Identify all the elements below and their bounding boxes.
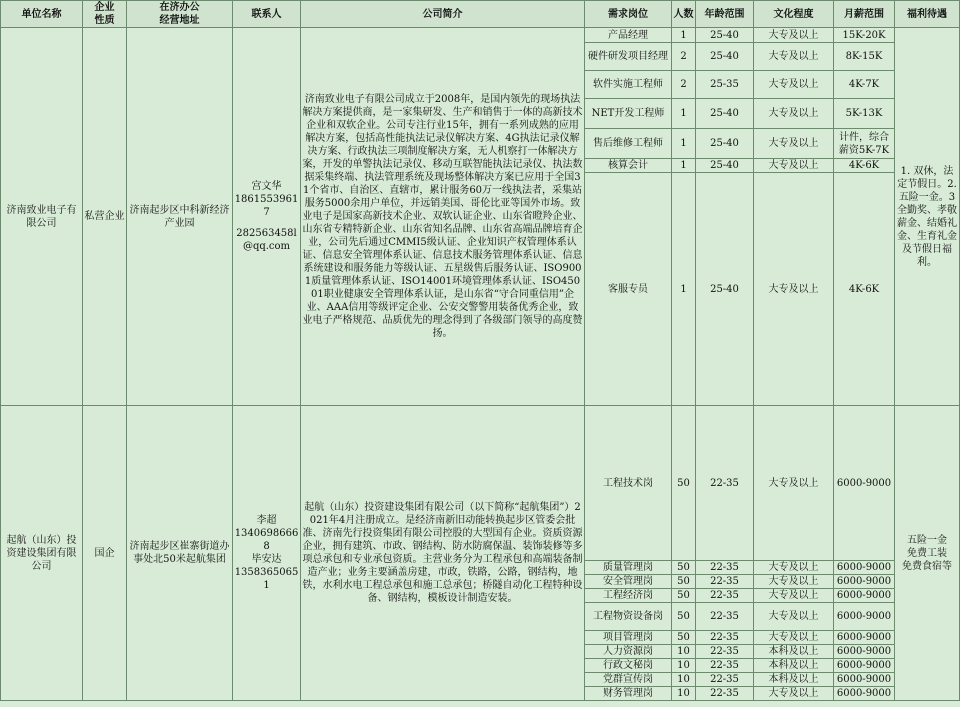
job-education: 本科及以上 bbox=[754, 673, 834, 687]
job-salary: 6000-9000 bbox=[834, 575, 895, 589]
job-count: 50 bbox=[672, 561, 696, 575]
job-age: 25-35 bbox=[696, 71, 754, 99]
job-education: 本科及以上 bbox=[754, 659, 834, 673]
job-education: 大专及以上 bbox=[754, 589, 834, 603]
job-age: 22-35 bbox=[696, 631, 754, 645]
job-salary: 计件，综合薪资5K-7K bbox=[834, 129, 895, 159]
contact-name: 李超 bbox=[256, 515, 277, 526]
job-count: 50 bbox=[672, 406, 696, 561]
job-age: 22-35 bbox=[696, 673, 754, 687]
job-title: 项目管理岗 bbox=[585, 631, 672, 645]
contact-phone: 13406986668 bbox=[234, 528, 299, 552]
contact-phone: 18615539617 bbox=[234, 194, 299, 218]
table-row bbox=[1, 28, 960, 43]
job-title: 安全管理岗 bbox=[585, 575, 672, 589]
job-education: 大专及以上 bbox=[754, 406, 834, 561]
company-intro: 起航（山东）投资建设集团有限公司（以下简称“起航集团”）2021年4月注册成立。是经济南新旧动能转换起步区管委会批准、济南先行投资集团有限公司控股的大型国有企业。资质资源企业，拥有建筑、市政、钢结构、防水防腐保温、装饰装修等多项总承包和专业承包资质。主营业务分为工程承包和高端装备制造产业；业务主要涵盖房建，市政，铁路，公路，钢结构，地铁，水利水电工程总承包和施工总承包；桥隧自动化工程特种设备、钢结构，模板设计制造安装。 bbox=[301, 406, 585, 701]
job-salary: 6000-9000 bbox=[834, 603, 895, 631]
job-salary: 6000-9000 bbox=[834, 589, 895, 603]
company-nature: 国企 bbox=[83, 406, 127, 701]
job-count: 1 bbox=[672, 159, 696, 173]
job-title: 财务管理岗 bbox=[585, 687, 672, 701]
col-header-address: 在济办公 经营地址 bbox=[127, 1, 233, 28]
job-age: 25-40 bbox=[696, 28, 754, 43]
job-education: 大专及以上 bbox=[754, 687, 834, 701]
job-education: 大专及以上 bbox=[754, 173, 834, 406]
contact-phone-2: 13583650651 bbox=[234, 567, 299, 591]
job-count: 10 bbox=[672, 687, 696, 701]
job-count: 2 bbox=[672, 71, 696, 99]
job-salary: 6000-9000 bbox=[834, 631, 895, 645]
job-salary: 6000-9000 bbox=[834, 659, 895, 673]
col-header-position: 需求岗位 bbox=[585, 1, 672, 28]
job-education: 大专及以上 bbox=[754, 561, 834, 575]
job-age: 25-40 bbox=[696, 99, 754, 129]
table-row bbox=[1, 406, 960, 561]
company-welfare: 五险一金 免费工装 免费食宿等 bbox=[895, 406, 960, 701]
job-title: 售后维修工程师 bbox=[585, 129, 672, 159]
company-address: 济南起步区中科新经济产业园 bbox=[127, 28, 233, 406]
job-salary: 4K-7K bbox=[834, 71, 895, 99]
job-age: 22-35 bbox=[696, 645, 754, 659]
company-nature: 私营企业 bbox=[83, 28, 127, 406]
job-age: 25-40 bbox=[696, 43, 754, 71]
job-count: 50 bbox=[672, 631, 696, 645]
job-education: 大专及以上 bbox=[754, 575, 834, 589]
job-title: 工程经济岗 bbox=[585, 589, 672, 603]
job-education: 大专及以上 bbox=[754, 28, 834, 43]
job-title: NET开发工程师 bbox=[585, 99, 672, 129]
company-contact bbox=[233, 406, 301, 701]
col-header-intro: 公司简介 bbox=[301, 1, 585, 28]
job-salary: 5K-13K bbox=[834, 99, 895, 129]
job-salary: 6000-9000 bbox=[834, 406, 895, 561]
job-count: 50 bbox=[672, 603, 696, 631]
job-count: 50 bbox=[672, 589, 696, 603]
col-header-age: 年龄范围 bbox=[696, 1, 754, 28]
job-education: 本科及以上 bbox=[754, 645, 834, 659]
job-salary: 4K-6K bbox=[834, 159, 895, 173]
job-title: 硬件研发项目经理 bbox=[585, 43, 672, 71]
job-age: 22-35 bbox=[696, 575, 754, 589]
job-count: 1 bbox=[672, 28, 696, 43]
job-education: 大专及以上 bbox=[754, 129, 834, 159]
job-title: 行政文秘岗 bbox=[585, 659, 672, 673]
contact-name: 宫文华 bbox=[251, 181, 282, 192]
col-header-contact: 联系人 bbox=[233, 1, 301, 28]
job-title: 工程技术岗 bbox=[585, 406, 672, 561]
job-count: 1 bbox=[672, 99, 696, 129]
job-count: 1 bbox=[672, 173, 696, 406]
job-age: 22-35 bbox=[696, 659, 754, 673]
job-age: 22-35 bbox=[696, 589, 754, 603]
job-title: 党群宣传岗 bbox=[585, 673, 672, 687]
job-age: 25-40 bbox=[696, 129, 754, 159]
job-salary: 8K-15K bbox=[834, 43, 895, 71]
job-education: 大专及以上 bbox=[754, 159, 834, 173]
job-title: 软件实施工程师 bbox=[585, 71, 672, 99]
job-education: 大专及以上 bbox=[754, 43, 834, 71]
company-address: 济南起步区崔寨街道办事处北50米起航集团 bbox=[127, 406, 233, 701]
job-age: 22-35 bbox=[696, 687, 754, 701]
job-salary: 15K-20K bbox=[834, 28, 895, 43]
job-salary: 4K-6K bbox=[834, 173, 895, 406]
col-header-company-name: 单位名称 bbox=[1, 1, 83, 28]
header-row bbox=[1, 1, 960, 28]
job-title: 质量管理岗 bbox=[585, 561, 672, 575]
job-count: 2 bbox=[672, 43, 696, 71]
col-header-salary: 月薪范围 bbox=[834, 1, 895, 28]
company-name: 济南致业电子有限公司 bbox=[1, 28, 83, 406]
company-welfare: 1. 双休，法定节假日。2.五险一金。3全勤奖、孝敬薪金、结婚礼金、生育礼金及节假日福利。 bbox=[895, 28, 960, 406]
job-age: 22-35 bbox=[696, 561, 754, 575]
job-count: 50 bbox=[672, 575, 696, 589]
job-count: 10 bbox=[672, 645, 696, 659]
job-salary: 6000-9000 bbox=[834, 673, 895, 687]
job-title: 人力资源岗 bbox=[585, 645, 672, 659]
job-title: 产品经理 bbox=[585, 28, 672, 43]
col-header-count: 人数 bbox=[672, 1, 696, 28]
job-age: 22-35 bbox=[696, 603, 754, 631]
job-title: 核算会计 bbox=[585, 159, 672, 173]
col-header-welfare: 福利待遇 bbox=[895, 1, 960, 28]
job-count: 10 bbox=[672, 673, 696, 687]
job-age: 22-35 bbox=[696, 406, 754, 561]
job-education: 大专及以上 bbox=[754, 603, 834, 631]
job-count: 10 bbox=[672, 659, 696, 673]
contact-email: 282563458l@qq.com bbox=[236, 228, 297, 252]
company-contact bbox=[233, 28, 301, 406]
col-header-nature: 企业 性质 bbox=[83, 1, 127, 28]
job-education: 大专及以上 bbox=[754, 71, 834, 99]
job-age: 25-40 bbox=[696, 173, 754, 406]
job-age: 25-40 bbox=[696, 159, 754, 173]
col-header-education: 文化程度 bbox=[754, 1, 834, 28]
job-salary: 6000-9000 bbox=[834, 645, 895, 659]
contact-name-2: 毕安达 bbox=[251, 554, 282, 565]
job-title: 工程物资设备岗 bbox=[585, 603, 672, 631]
job-title: 客服专员 bbox=[585, 173, 672, 406]
job-education: 大专及以上 bbox=[754, 99, 834, 129]
company-name: 起航（山东）投资建设集团有限公司 bbox=[1, 406, 83, 701]
job-education: 大专及以上 bbox=[754, 631, 834, 645]
job-salary: 6000-9000 bbox=[834, 687, 895, 701]
job-count: 1 bbox=[672, 129, 696, 159]
job-salary: 6000-9000 bbox=[834, 561, 895, 575]
company-intro: 济南致业电子有限公司成立于2008年，是国内领先的现场执法解决方案提供商，是一家集研发、生产和销售于一体的高新技术企业和双软企业。公司专注行业15年，拥有一系列成熟的应用解决方案，包括高性能执法记录仪解决方案、4G执法记录仪解决方案、行政执法三项制度解决方案，无人机察打一体解决方案，开发的单警执法记录仪、移动互联智能执法记录仪、执法数据采集终端、执法管理系统及现场整体解决方案已应用于全国31个省市、自治区、直辖市，累计服务60万一线执法者，采集站服务5000余用户单位，并远销美国、哥伦比亚等国外市场。致业电子是国家高新技术企业、双软认证企业、山东省瞪羚企业、山东省专精特新企业、山东省知名品牌、山东省高端品牌培育企业，公司先后通过CMMI5级认证、企业知识产权管理体系认证、信息安全管理体系认证、信息技术服务管理体系认证、信息系统建设和服务能力等级认证、五星级售后服务认证、ISO9001质量管理体系认证、ISO14001环境管理体系认证、ISO45001职业健康安全管理体系认证，是山东省“守合同重信用”企业、AAA信用等级评定企业、公安交警警用装备优秀企业，致业电子严格规范、品质优先的理念得到了各级部门领导的高度赞扬。 bbox=[301, 28, 585, 406]
